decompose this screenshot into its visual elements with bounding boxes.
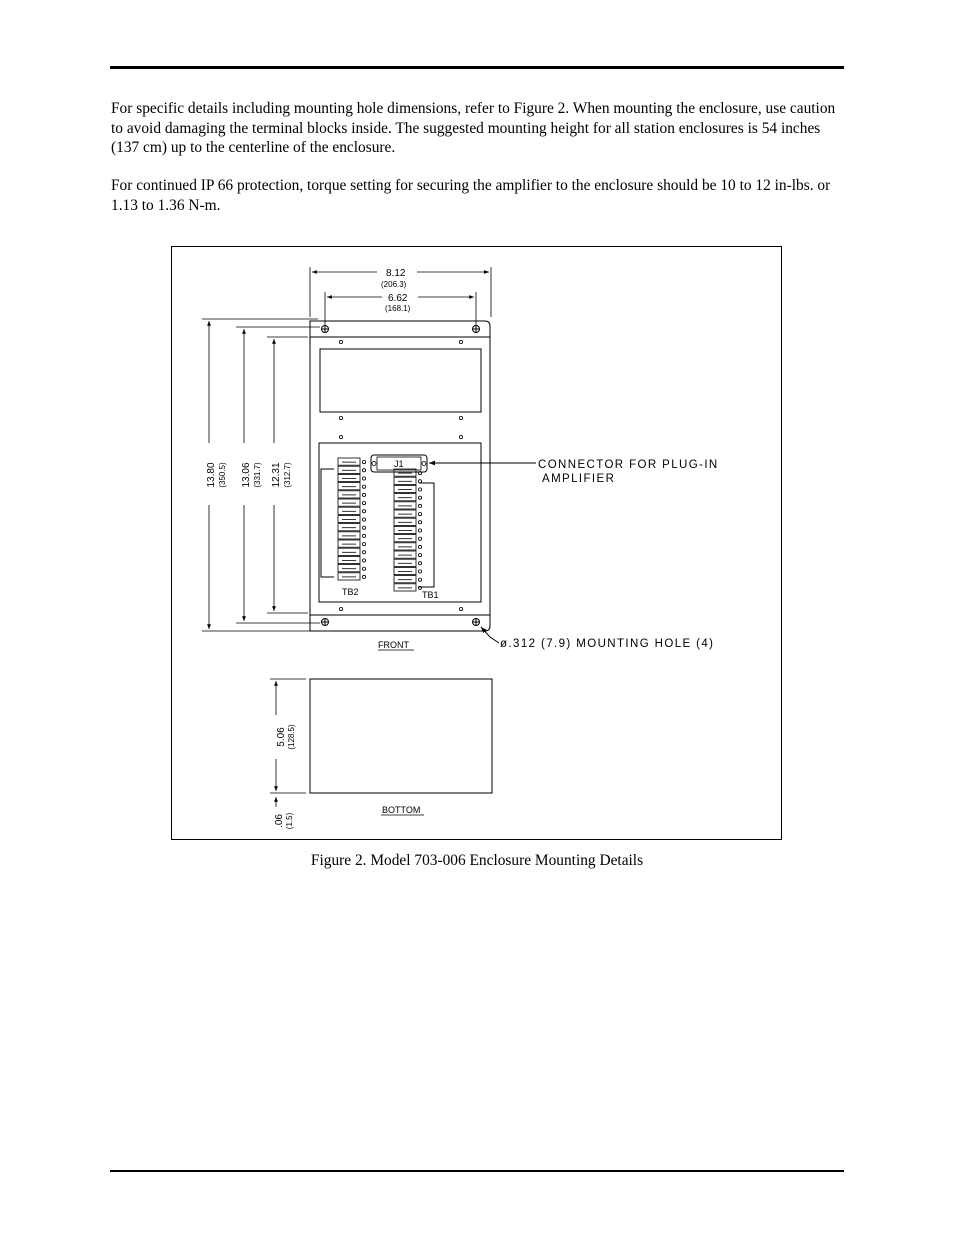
terminal-block bbox=[338, 499, 360, 506]
terminal-screw-icon bbox=[418, 480, 421, 483]
dim-width-inner: 6.62 bbox=[388, 293, 408, 304]
dim-height-holes-mm: (331.7) bbox=[253, 462, 262, 488]
dim-width-outer-mm: (206.3) bbox=[381, 280, 407, 289]
dim-height-body: 12.31 bbox=[271, 462, 282, 488]
upper-window bbox=[320, 349, 481, 412]
dim-width-inner-mm: (168.1) bbox=[385, 304, 411, 313]
terminal-block bbox=[394, 559, 416, 566]
dim-height-overall-mm: (350.5) bbox=[218, 462, 227, 488]
terminal-block bbox=[394, 502, 416, 509]
terminal-screw-icon bbox=[362, 469, 365, 472]
enclosure-drawing bbox=[172, 247, 783, 841]
terminal-block bbox=[338, 483, 360, 490]
terminal-block bbox=[394, 584, 416, 591]
terminal-screw-icon bbox=[362, 534, 365, 537]
mounting-hole-leader bbox=[481, 627, 499, 643]
dim-height-body-mm: (312.7) bbox=[283, 462, 292, 488]
terminal-screw-icon bbox=[418, 496, 421, 499]
terminal-screw-icon bbox=[418, 488, 421, 491]
tb2-label: TB2 bbox=[342, 587, 359, 597]
terminal-screw-icon bbox=[362, 477, 365, 480]
bottom-view-label: BOTTOM bbox=[382, 805, 421, 815]
terminal-block bbox=[394, 485, 416, 492]
terminal-block bbox=[338, 507, 360, 514]
terminal-block bbox=[338, 524, 360, 531]
dim-height-overall: 13.80 bbox=[206, 462, 217, 488]
terminal-screw-icon bbox=[418, 521, 421, 524]
terminal-screw-icon bbox=[362, 559, 365, 562]
terminal-screw-icon bbox=[362, 485, 365, 488]
terminal-screw-icon bbox=[362, 493, 365, 496]
j1-label: J1 bbox=[394, 459, 404, 469]
terminal-screw-icon bbox=[418, 562, 421, 565]
connector-label-line1: CONNECTOR FOR PLUG-IN bbox=[538, 459, 719, 471]
terminal-screw-icon bbox=[362, 461, 365, 464]
terminal-screw-icon bbox=[418, 570, 421, 573]
terminal-block bbox=[394, 543, 416, 550]
header-rule bbox=[110, 66, 844, 69]
dim-flange-mm: (1.5) bbox=[285, 812, 294, 830]
terminal-screw-icon bbox=[418, 513, 421, 516]
footer-rule bbox=[110, 1170, 844, 1172]
screw-icon bbox=[339, 340, 462, 610]
figure-2-frame bbox=[171, 246, 782, 840]
terminal-screw-icon bbox=[418, 504, 421, 507]
terminal-block bbox=[394, 551, 416, 558]
terminal-screw-icon bbox=[418, 554, 421, 557]
terminal-block bbox=[338, 556, 360, 563]
tb1-terminal-strip bbox=[394, 469, 422, 591]
terminal-block bbox=[338, 532, 360, 539]
dim-depth-mm: (128.5) bbox=[287, 724, 296, 750]
terminal-block bbox=[338, 458, 360, 465]
dim-height-holes: 13.06 bbox=[241, 462, 252, 488]
dim-width-outer: 8.12 bbox=[386, 268, 406, 279]
terminal-block bbox=[394, 576, 416, 583]
terminal-block bbox=[338, 548, 360, 555]
mounting-hole-label: ø.312 (7.9) MOUNTING HOLE (4) bbox=[500, 638, 715, 650]
terminal-screw-icon bbox=[362, 510, 365, 513]
terminal-screw-icon bbox=[418, 545, 421, 548]
terminal-block bbox=[338, 573, 360, 580]
terminal-block bbox=[338, 540, 360, 547]
terminal-block bbox=[394, 567, 416, 574]
terminal-screw-icon bbox=[362, 567, 365, 570]
terminal-screw-icon bbox=[362, 526, 365, 529]
mounting-hole-icon bbox=[322, 326, 480, 626]
terminal-screw-icon bbox=[362, 551, 365, 554]
terminal-block bbox=[338, 491, 360, 498]
terminal-block bbox=[338, 515, 360, 522]
terminal-screw-icon bbox=[362, 543, 365, 546]
terminal-screw-icon bbox=[362, 575, 365, 578]
bottom-view-outline bbox=[310, 679, 492, 793]
terminal-block bbox=[394, 477, 416, 484]
tb2-terminal-strip bbox=[338, 458, 366, 580]
terminal-screw-icon bbox=[418, 529, 421, 532]
connector-label-line2: AMPLIFIER bbox=[542, 473, 616, 485]
paragraph-ip66-torque: For continued IP 66 protection, torque setting for securing the amplifier to the enclosure should be 10 to 12 in-lbs. or 1.13 to 1.36 N-m. bbox=[111, 177, 831, 214]
terminal-block bbox=[394, 494, 416, 501]
terminal-screw-icon bbox=[418, 537, 421, 540]
dim-flange: .06 bbox=[274, 814, 285, 828]
figure-caption: Figure 2. Model 703-006 Enclosure Mounting Details bbox=[310, 852, 644, 869]
terminal-screw-icon bbox=[362, 502, 365, 505]
terminal-block bbox=[394, 518, 416, 525]
terminal-block bbox=[338, 466, 360, 473]
terminal-block bbox=[394, 526, 416, 533]
paragraph-mounting-details: For specific details including mounting hole dimensions, refer to Figure 2. When mounting the enclosure, use caution to avoid damaging the terminal blocks inside. The suggested mounting height for all station enclosures is 54 inches (137 cm) up to the centerline of the enclosure. bbox=[111, 100, 836, 156]
terminal-block bbox=[338, 565, 360, 572]
tb1-label: TB1 bbox=[422, 590, 439, 600]
dim-depth: 5.06 bbox=[276, 727, 287, 747]
front-view-label: FRONT bbox=[378, 640, 409, 650]
terminal-block bbox=[394, 510, 416, 517]
terminal-screw-icon bbox=[418, 578, 421, 581]
terminal-screw-icon bbox=[362, 518, 365, 521]
terminal-block bbox=[338, 474, 360, 481]
terminal-block bbox=[394, 535, 416, 542]
